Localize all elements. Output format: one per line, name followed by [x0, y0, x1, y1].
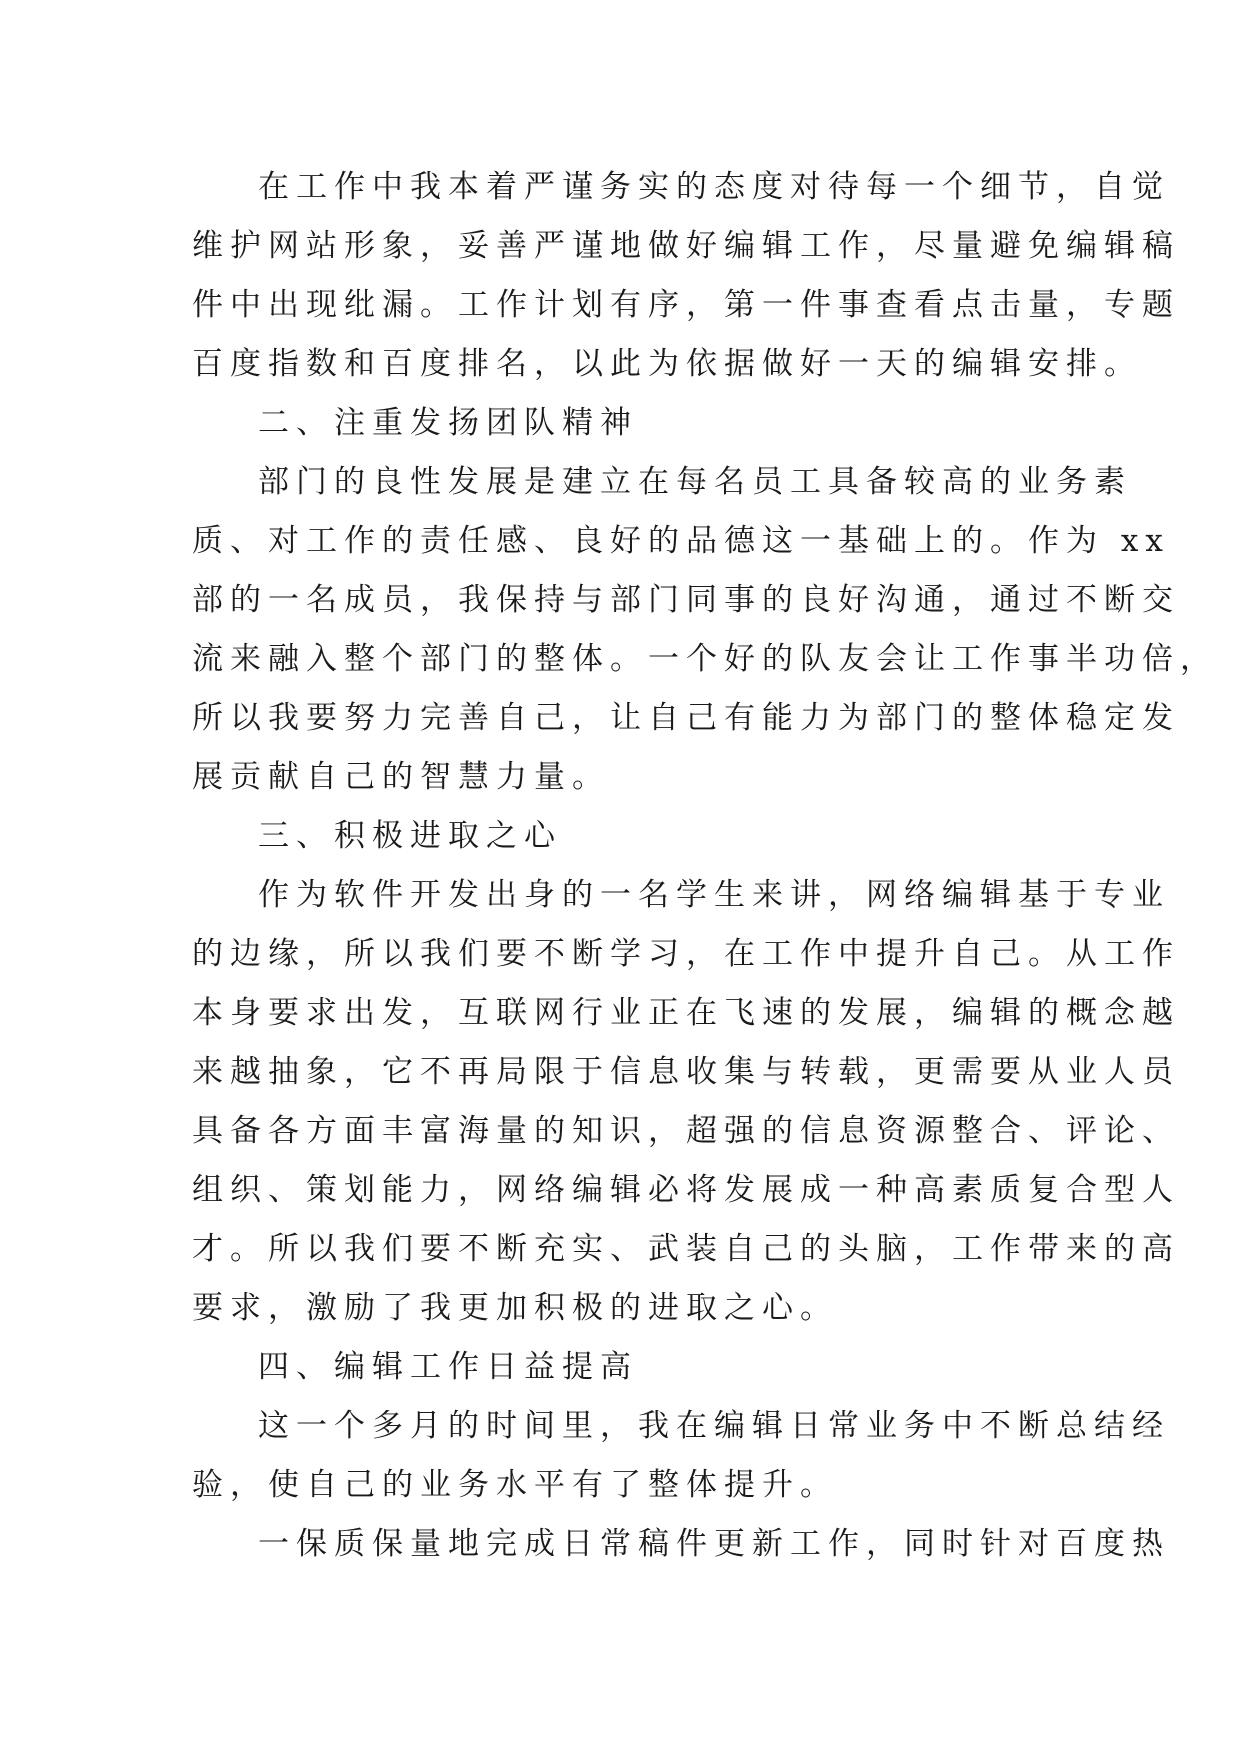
- text-line: 部门的良性发展是建立在每名员工具备较高的业务素: [258, 464, 1132, 500]
- text-line: 展贡献自己的智慧力量。: [192, 759, 610, 795]
- text-line: 组织、策划能力，网络编辑必将发展成一种高素质复合型人: [192, 1172, 1180, 1208]
- text-line: 百度指数和百度排名，以此为依据做好一天的编辑安排。: [192, 346, 1142, 382]
- text-line: 一保质保量地完成日常稿件更新工作，同时针对百度热: [258, 1526, 1170, 1562]
- text-line: 维护网站形象，妥善严谨地做好编辑工作，尽量避免编辑稿: [192, 228, 1180, 264]
- text-line: 流来融入整个部门的整体。一个好的队友会让工作事半功倍，: [192, 641, 1218, 677]
- text-line: 四、编辑工作日益提高: [258, 1349, 638, 1385]
- text-line: 具备各方面丰富海量的知识，超强的信息资源整合、评论、: [192, 1113, 1180, 1149]
- text-line: 本身要求出发，互联网行业正在飞速的发展，编辑的概念越: [192, 995, 1180, 1031]
- text-line: 要求，激励了我更加积极的进取之心。: [192, 1290, 838, 1326]
- text-line: 作为软件开发出身的一名学生来讲，网络编辑基于专业: [258, 877, 1170, 913]
- text-line: 所以我要努力完善自己，让自己有能力为部门的整体稳定发: [192, 700, 1180, 736]
- text-line: 在工作中我本着严谨务实的态度对待每一个细节，自觉: [258, 169, 1170, 205]
- document-body: [192, 158, 1218, 1574]
- text-line: 二、注重发扬团队精神: [258, 405, 638, 441]
- text-line: 件中出现纰漏。工作计划有序，第一件事查看点击量，专题: [192, 287, 1180, 323]
- text-line: 这一个多月的时间里，我在编辑日常业务中不断总结经: [258, 1408, 1170, 1444]
- text-line: 来越抽象，它不再局限于信息收集与转载，更需要从业人员: [192, 1054, 1180, 1090]
- text-line: 三、积极进取之心: [258, 818, 562, 854]
- text-line: 验，使自己的业务水平有了整体提升。: [192, 1467, 838, 1503]
- text-line: 的边缘，所以我们要不断学习，在工作中提升自己。从工作: [192, 936, 1180, 972]
- text-line: 质、对工作的责任感、良好的品德这一基础上的。作为 xx: [192, 523, 1170, 559]
- text-line: 才。所以我们要不断充实、武装自己的头脑，工作带来的高: [192, 1231, 1180, 1267]
- text-line: 部的一名成员，我保持与部门同事的良好沟通，通过不断交: [192, 582, 1180, 618]
